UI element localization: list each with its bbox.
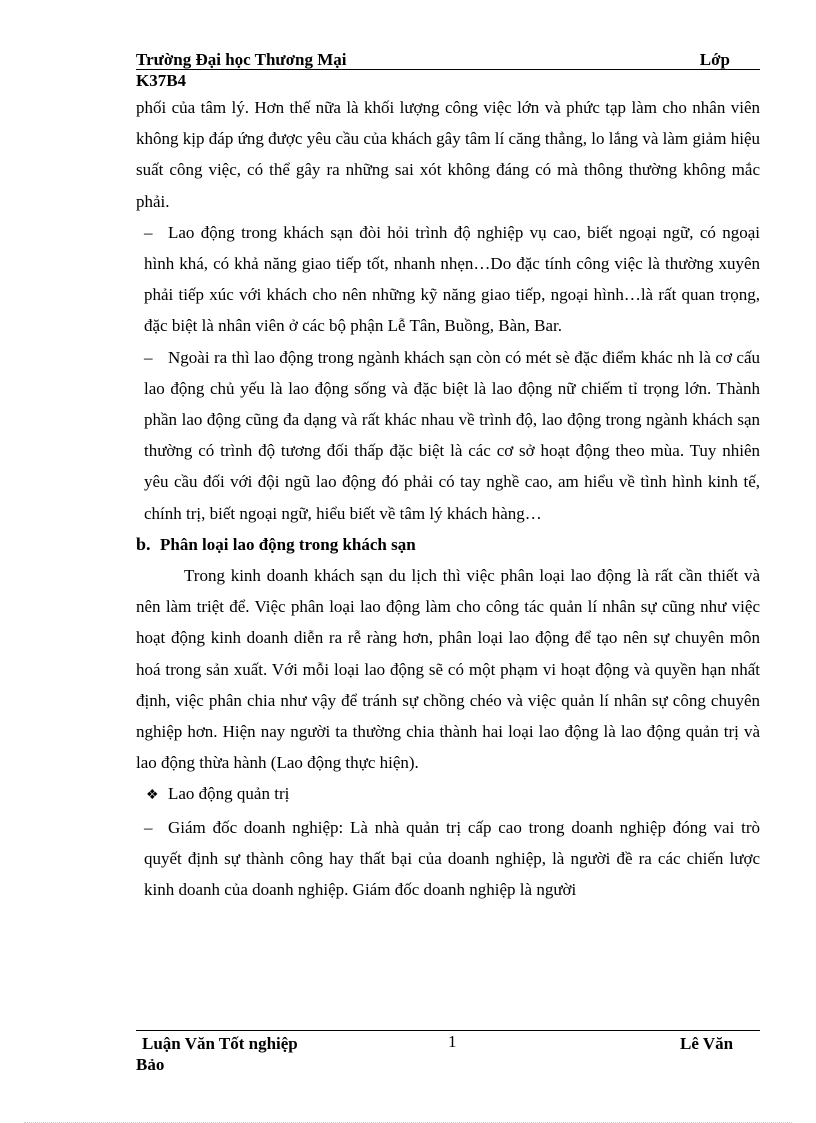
bullet-item-text: Lao động quản trị (168, 784, 290, 804)
bullet-item (136, 778, 760, 811)
header-class-label: Lớp (699, 50, 730, 69)
footer-thesis: Luận Văn Tốt nghiệp (142, 1034, 298, 1053)
dash-marker: – (144, 222, 153, 242)
dash-marker: – (144, 817, 153, 837)
header-school: Trường Đại học Thương Mại (136, 50, 347, 69)
footer-author: Lê Văn (680, 1034, 734, 1053)
paragraph-2 (136, 217, 760, 342)
diamond-bullet-icon: ❖ (146, 788, 159, 804)
dash-marker: – (144, 347, 153, 367)
paragraph-5 (136, 812, 760, 906)
page-number: 1 (448, 1032, 457, 1051)
header-rule (136, 69, 760, 70)
footer-author-line2: Bảo (136, 1055, 165, 1074)
section-heading (136, 529, 760, 560)
section-marker: b. (136, 533, 151, 554)
paragraph-4: Trong kinh doanh khách sạn du lịch thì việc phân loại lao động là rất cần thiết và nên làm triệt để. Việc phân loại lao động làm cho công tác quản lí nhân sự cũng như việc hoạt động kinh doanh diễn ra rễ ràng hơn, phân loại lao động để tạo nên sự chuyên môn hoá trong sản xuất. Với mỗi loại lao động sẽ có một phạm vi hoạt động và quyền hạn nhất định, việc phân chia như vậy để tránh sự chồng chéo và việc quản lí nhân sự công chuyên nghiệp hơn. Hiện nay người ta thường chia thành hai loại lao động là lao động quản trị và lao động thừa hành (Lao động thực hiện). (136, 566, 760, 773)
header-class-code: K37B4 (136, 71, 187, 90)
paragraph-1: phối của tâm lý. Hơn thế nữa là khối lượng công việc lớn và phức tạp làm cho nhân viên không kịp đáp ứng được yêu cầu của khách gây tâm lí căng thẳng, lo lắng và làm giảm hiệu suất công việc, có thể gây ra những sai xót không đáng có mà thông thường không mắc phải. (136, 98, 760, 211)
document-body (136, 92, 760, 905)
paragraph-3-text: Ngoài ra thì lao động trong ngành khách sạn còn có mét sè đặc điểm khác nh là cơ cấu lao động chủ yếu là lao động sống và đặc biệt là lao động nữ chiếm tỉ trọng lớn. Thành phần lao động cũng đa dạng và rất khác nhau về trình độ, lao động trong ngành khách sạn thường có trình độ tương đối thấp đặc biệt là các cơ sở hoạt động theo mùa. Tuy nhiên yêu cầu đối với đội ngũ lao động đó phải có tay nghề cao, am hiểu về tình hình kinh tế, chính trị, biết ngoại ngữ, hiểu biết về tâm lý khách hàng… (144, 347, 760, 523)
paragraph-3 (136, 342, 760, 529)
section-heading-text: Phân loại lao động trong khách sạn (160, 534, 416, 554)
paragraph-5-text: Giám đốc doanh nghiệp: Là nhà quản trị cấp cao trong doanh nghiệp đóng vai trò quyết định sự thành công hay thất bại của doanh nghiệp, là người đề ra các chiến lược kinh doanh của doanh nghiệp. Giám đốc doanh nghiệp là người (144, 817, 760, 900)
paragraph-2-text: Lao động trong khách sạn đòi hỏi trình độ nghiệp vụ cao, biết ngoại ngữ, có ngoại hình khá, có khả năng giao tiếp tốt, nhanh nhẹn…Do đặc tính công việc là thường xuyên phải tiếp xúc với khách cho nên những kỹ năng giao tiếp, ngoại hình…là rất quan trọng, đặc biệt là nhân viên ở các bộ phận Lễ Tân, Buồng, Bàn, Bar. (144, 222, 760, 336)
footer-rule (136, 1030, 760, 1031)
